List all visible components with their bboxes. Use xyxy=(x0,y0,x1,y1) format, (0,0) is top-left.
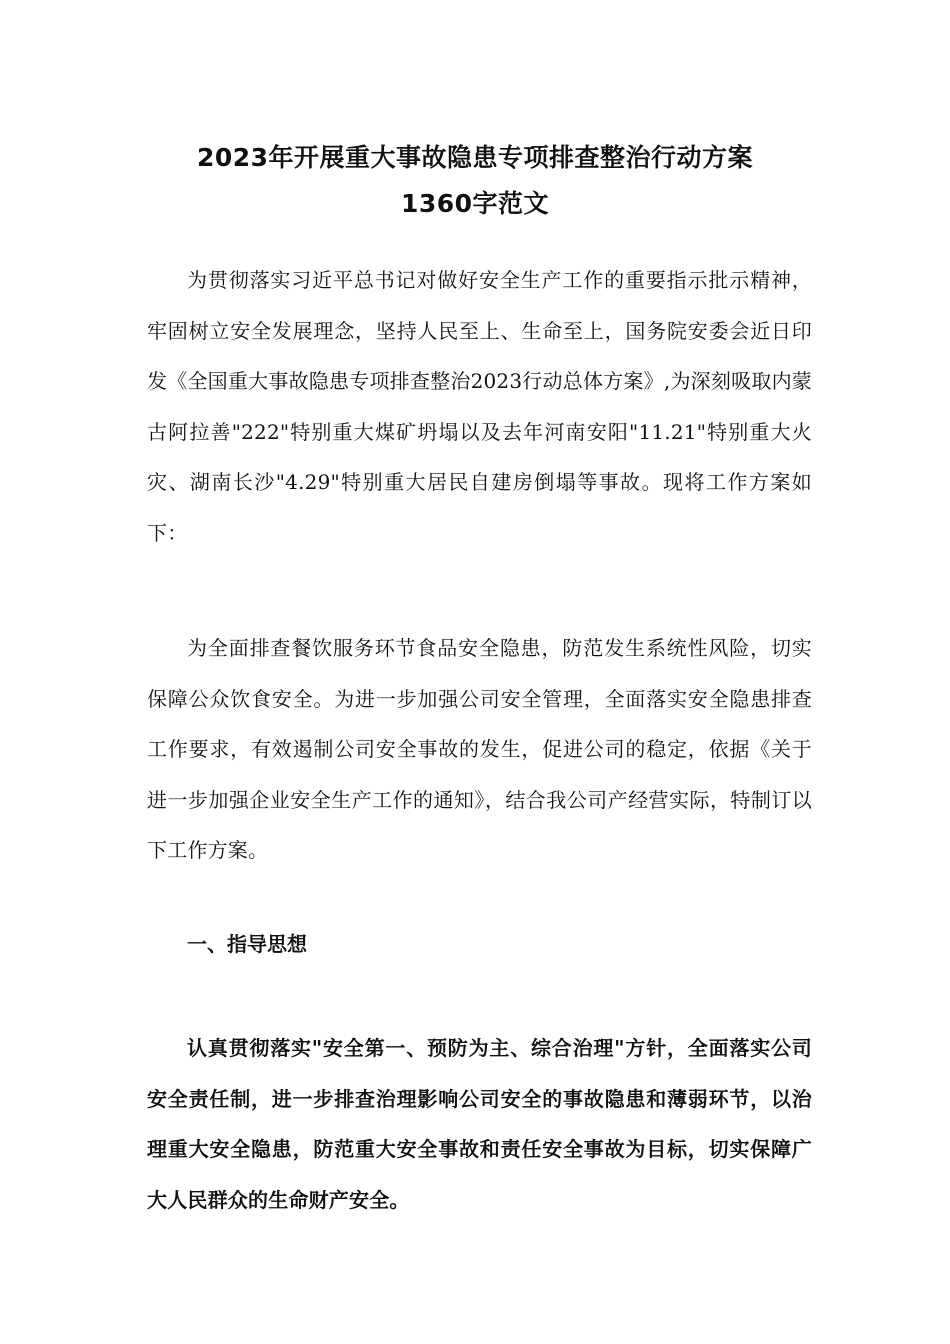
intro-paragraph: 为贯彻落实习近平总书记对做好安全生产工作的重要指示批示精神，牢固树立安全发展理念，坚持人民至上、生命至上，国务院安委会近日印发《全国重大事故隐患专项排查整治2023行动总体方案》,为深刻吸取内蒙古阿拉善"222"特别重大煤矿坍塌以及去年河南安阳"11.21"特别重大火灾、湖南长沙"4.29"特别重大居民自建房倒塌等事故。现将工作方案如下： xyxy=(147,268,812,545)
purpose-paragraph: 为全面排查餐饮服务环节食品安全隐患，防范发生系统性风险，切实保障公众饮食安全。为进一步加强公司安全管理，全面落实安全隐患排查工作要求，有效遏制公司安全事故的发生，促进公司的稳定，依据《关于进一步加强企业安全生产工作的通知》，结合我公司产经营实际，特制订以下工作方案。 xyxy=(147,636,812,862)
document-subtitle: 1360字范文 xyxy=(400,189,550,218)
section-body-guiding-ideology: 认真贯彻落实"安全第一、预防为主、综合治理"方针，全面落实公司安全责任制，进一步排查治理影响公司安全的事故隐患和薄弱环节，以治理重大安全隐患，防范重大安全事故和责任安全事故为目标，切实保障广大人民群众的生命财产安全。 xyxy=(147,1036,812,1212)
document-title: 2023年开展重大事故隐患专项排查整治行动方案 xyxy=(196,143,754,172)
section-heading-guiding-ideology: 一、指导思想 xyxy=(187,932,307,956)
